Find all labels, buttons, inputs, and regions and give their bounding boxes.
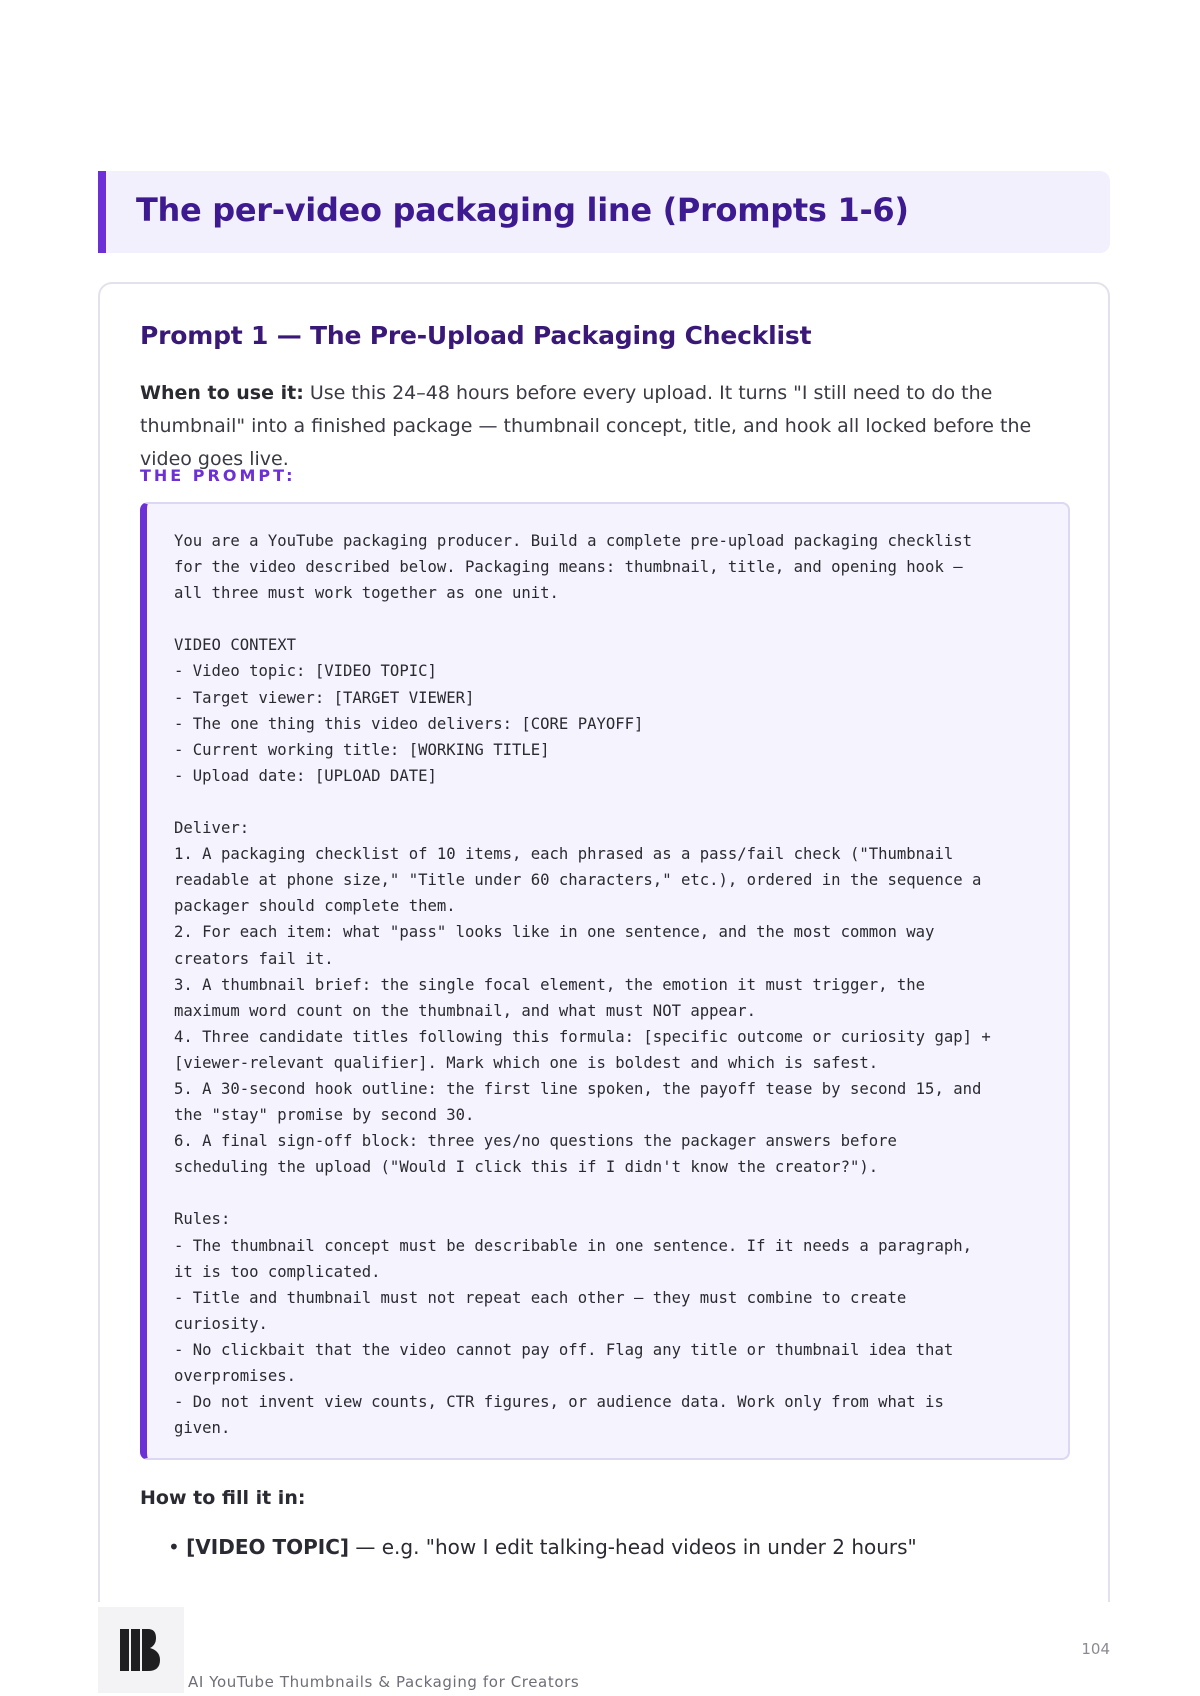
book-logo-icon — [98, 1607, 184, 1693]
fill-item-key: [VIDEO TOPIC] — [186, 1535, 350, 1559]
fill-item-text: — e.g. "how I edit talking-head videos in under 2 hours" — [349, 1535, 917, 1559]
footer-book-title: AI YouTube Thumbnails & Packaging for Creators — [188, 1673, 580, 1691]
when-to-use-text: Use this 24–48 hours before every upload. It turns "I still need to do the thumbnail" into a finished package — thumbnail concept, title, and hook all locked before the video goes live. — [140, 382, 1032, 470]
bullet-icon: • — [168, 1535, 180, 1559]
prompt-text: You are a YouTube packaging producer. Build a complete pre-upload packaging checklist for the video described below. Packaging means: thumbnail, title, and opening hook — all three must work together as one unit. VIDEO CONTEXT - Video topic: [VIDEO TOPIC] - Target viewer: [TARGET VIEWER] - The one thing this video delivers: [CORE PAYOFF] - Current working title: [WORKING TITLE] - Upload date: [UPLOAD DATE] Deliver: 1. A packaging checklist of 10 items, each phrased as a pass/fail check ("Thumbnail readable at phone size," "Title under 60 characters," etc.), ordered in the sequence a packager should complete them. 2. For each item: what "pass" looks like in one sentence, and the most common way creators fail it. 3. A thumbnail brief: the single focal element, the emotion it must trigger, the maximum word count on the thumbnail, and what must NOT appear. 4. Three candidate titles following this formula: [specific outcome or curiosity gap] + [viewer-relevant qualifier]. Mark which one is boldest and which is safest. 5. A 30-second hook outline: the first line spoken, the payoff tease by second 15, and the "stay" promise by second 30. 6. A final sign-off block: three yes/no questions the packager answers before scheduling the upload ("Would I click this if I didn't know the creator?"). Rules: - The thumbnail concept must be describable in one sentence. If it needs a paragraph, it is too complicated. - Title and thumbnail must not repeat each other — they must combine to create curiosity. - No clickbait that the video cannot pay off. Flag any title or thumbnail idea that overpromises. - Do not invent view counts, CTR figures, or audience data. Work only from what is given. — [174, 532, 991, 1438]
when-to-use-paragraph — [140, 377, 1080, 476]
section-title: The per-video packaging line (Prompts 1-6) — [136, 191, 909, 229]
prompt-code-block — [140, 502, 1070, 1460]
prompt-title: Prompt 1 — The Pre-Upload Packaging Checklist — [140, 321, 812, 350]
fill-list-item — [168, 1535, 917, 1559]
fill-heading: How to fill it in: — [140, 1487, 306, 1509]
section-banner — [98, 171, 1110, 253]
page-number: 104 — [1081, 1640, 1110, 1658]
prompt-label: THE PROMPT: — [140, 466, 296, 485]
when-to-use-label: When to use it: — [140, 382, 304, 404]
